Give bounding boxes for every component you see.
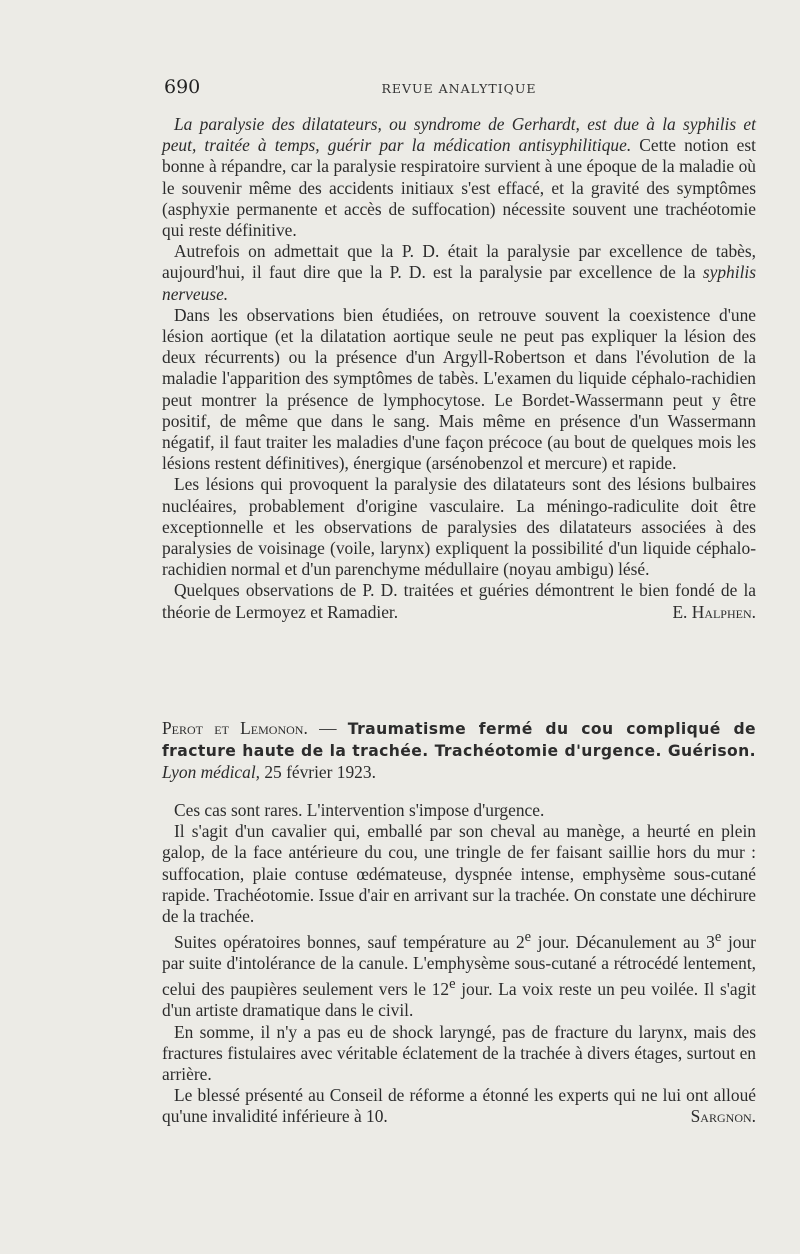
paragraph: Autrefois on admettait que la P. D. était la paralysie par excellence de tabès, aujourd'hui, il faut dire que la P. D. est la paralysie par excellence de la syphilis nerveuse. (162, 241, 756, 304)
author-signature: E. Halphen. (672, 601, 756, 622)
page-header (164, 76, 754, 100)
article-authors: Perot et Lemonon. (162, 718, 308, 738)
italic-lead: La paralysie des dilatateurs, ou syndrome de Gerhardt, est due à la syphilis et peut, traitée à temps, guérir par la médication antisyphilitique. (162, 114, 756, 156)
article-heading: Perot et Lemonon. — Traumatisme fermé du cou compliqué de fracture haute de la trachée. Trachéotomie d'urgence. Guérison. Lyon médical, 25 février 1923. (162, 718, 756, 783)
paragraph: Suites opératoires bonnes, sauf température au 2e jour. Décanulement au 3e jour par suite d'intolérance de la canule. L'emphysème sous-cutané a rétrocédé lentement, celui des paupières seulement vers le 12e jour. La voix reste un peu voilée. Il s'agit d'un artiste dramatique dans le civil. (162, 929, 756, 1021)
author-signature: Sargnon. (690, 1106, 756, 1127)
paragraph: Il s'agit d'un cavalier qui, emballé par son cheval au manège, a heurté en plein galop, de la face antérieure du cou, une tringle de fer faisant saillie hors du mur : suffocation, plaie contuse œdémateuse, dyspnée intense, emphysème sous-cutané rapide. Trachéotomie. Issue d'air en arrivant sur la trachée. On constate une déchirure de la trachée. (162, 821, 756, 927)
publication-date: 25 février 1923. (260, 762, 376, 783)
review-sargnon (162, 800, 756, 1128)
paragraph: La paralysie des dilatateurs, ou syndrome de Gerhardt, est due à la syphilis et peut, traitée à temps, guérir par la médication antisyphilitique. Cette notion est bonne à répandre, car la paralysie respiratoire survient à une époque de la maladie où le souvenir même des accidents initiaux s'est effacé, et la gravité des symptômes (asphyxie permanente et accès de suffocation) nécessite souvent une trachéotomie qui reste définitive. (162, 114, 756, 241)
running-title: REVUE ANALYTIQUE (381, 81, 537, 96)
page-number: 690 (164, 76, 201, 98)
paragraph: Ces cas sont rares. L'intervention s'impose d'urgence. (174, 800, 545, 820)
paragraph: Dans les observations bien étudiées, on retrouve souvent la coexistence d'une lésion aortique (et la dilatation aortique seule ne peut pas expliquer la lésion des deux récurrents) ou la présence d'un Argyll-Robertson et dans l'évolution de la maladie l'apparition des symptômes de tabès. L'examen du liquide céphalo-rachidien peut montrer la présence de lymphocytose. Le Bordet-Wassermann peut y être positif, de même que dans le sang. Mais même en présence d'un Wassermann négatif, il faut traiter les maladies d'une façon précoce (au bout de quelques mois les lésions restent définitives), énergique (arsénobenzol et mercure) et rapide. (162, 304, 756, 474)
paragraph: Les lésions qui provoquent la paralysie des dilatateurs sont des lésions bulbaires nucléaires, probablement d'origine vasculaire. La méningo-radiculite doit être exceptionnelle et les observations de paralysies des dilatateurs associées à des paralysies de voisinage (voile, larynx) expliquent la possibilité d'un liquide céphalo-rachidien normal et d'un parenchyme médullaire (noyau ambigu) lésé. (162, 474, 756, 580)
paragraph: Le blessé présenté au Conseil de réforme a étonné les experts qui ne lui ont alloué qu'une invalidité inférieure à 10. Sargnon. (162, 1085, 756, 1127)
paragraph: Quelques observations de P. D. traitées et guéries démontrent le bien fondé de la théorie de Lermoyez et Ramadier. E. Halphen. (162, 580, 756, 622)
review-halphen (162, 114, 756, 623)
paragraph: En somme, il n'y a pas eu de shock laryngé, pas de fracture du larynx, mais des fractures fistulaires avec véritable éclatement de la trachée à divers étages, surtout en arrière. (162, 1021, 756, 1085)
article-title: Traumatisme fermé du cou compliqué de fracture haute de la trachée. Trachéotomie d'urgence. Guérison. (162, 720, 756, 761)
journal-name: Lyon médical, (162, 762, 261, 783)
